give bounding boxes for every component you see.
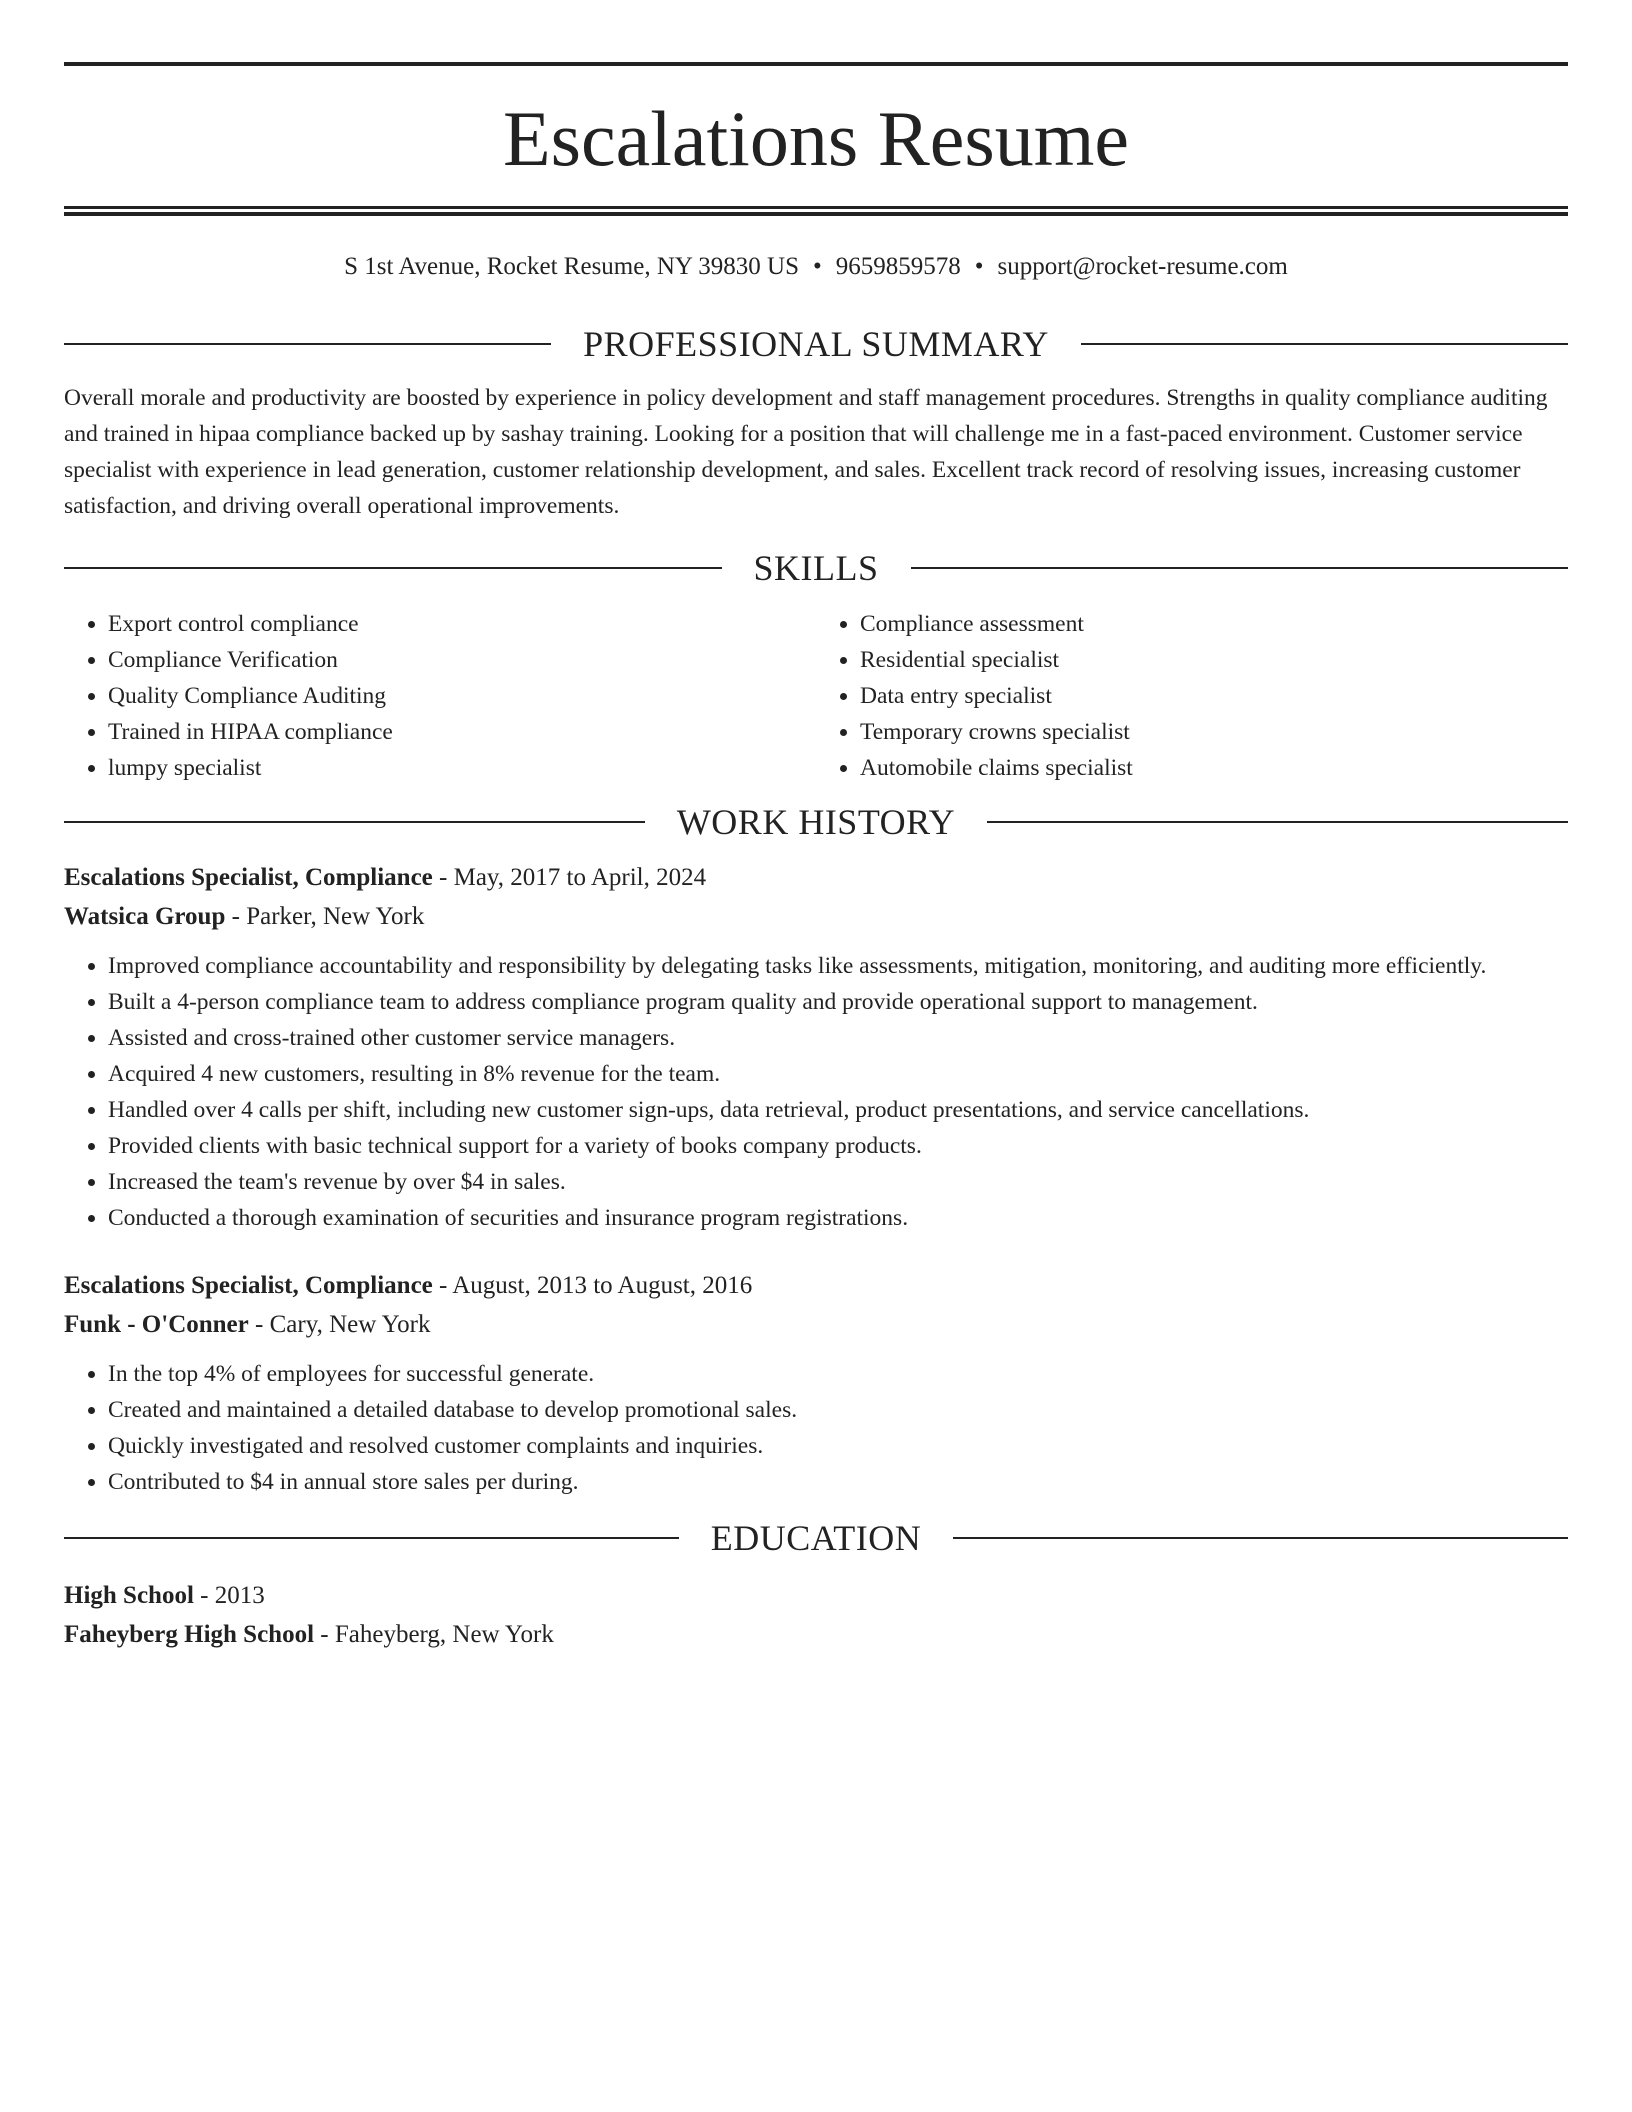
job-bullet: • Increased the team's revenue by over $4 in sales. (108, 1164, 1568, 1200)
work-section-heading (64, 800, 1568, 844)
job-bullets (64, 1356, 1568, 1500)
top-rule (64, 62, 1568, 66)
summary-section-heading (64, 322, 1568, 366)
summary-text: Overall morale and productivity are boosted by experience in policy development and staff management procedures. Strengths in quality compliance auditing and trained in hipaa compliance backed up by sashay training. Looking for a position that will challenge me in a fast-paced environment. Customer service specialist with experience in lead generation, customer relationship development, and sales. Excellent track record of resolving issues, increasing customer satisfaction, and driving overall operational improvements. (64, 385, 1548, 519)
job-title: Escalations Specialist, Compliance (64, 864, 433, 891)
summary-heading-label: PROFESSIONAL SUMMARY (583, 324, 1049, 364)
job-bullet: • Improved compliance accountability and responsibility by delegating tasks like assessments, mitigation, monitoring, and auditing more efficiently. (108, 948, 1568, 984)
skill-item: • Quality Compliance Auditing (108, 678, 816, 714)
divider-line (64, 1537, 679, 1539)
skills-column-right (816, 606, 1568, 786)
job-bullet: • Quickly investigated and resolved customer complaints and inquiries. (108, 1428, 1568, 1464)
skill-item: • Compliance Verification (108, 642, 816, 678)
education-location: Faheyberg, New York (334, 1621, 554, 1648)
skill-item: • Residential specialist (860, 642, 1568, 678)
education-degree: High School (64, 1582, 194, 1609)
education-school: Faheyberg High School (64, 1621, 315, 1648)
skill-item: • Compliance assessment (860, 606, 1568, 642)
job-dates: May, 2017 to April, 2024 (453, 864, 707, 891)
divider-line (953, 1537, 1568, 1539)
skill-item: • Trained in HIPAA compliance (108, 714, 816, 750)
contact-phone: 9659859578 (835, 253, 961, 280)
job-entry (64, 1266, 1568, 1500)
skill-item: • Export control compliance (108, 606, 816, 642)
contact-email: support@rocket-resume.com (997, 253, 1288, 280)
dash: - (439, 1272, 448, 1299)
contact-separator: • (813, 253, 822, 280)
skills-section-heading (64, 546, 1568, 590)
job-dates: August, 2013 to August, 2016 (452, 1272, 753, 1299)
divider-line (64, 821, 645, 823)
job-company: Watsica Group (64, 903, 226, 930)
work-heading-label: WORK HISTORY (676, 802, 956, 842)
divider-line (1081, 343, 1568, 345)
divider-line (64, 567, 722, 569)
resume-title: Escalations Resume (502, 95, 1130, 182)
skill-item: • Data entry specialist (860, 678, 1568, 714)
job-title-line (64, 1266, 1568, 1305)
job-bullet: • Assisted and cross-trained other customer service managers. (108, 1020, 1568, 1056)
divider-line (987, 821, 1568, 823)
job-bullet: • Built a 4-person compliance team to address compliance program quality and provide operational support to management. (108, 984, 1568, 1020)
divider-line (64, 343, 551, 345)
job-location: Parker, New York (246, 903, 425, 930)
job-location: Cary, New York (269, 1311, 431, 1338)
dash: - (255, 1311, 264, 1338)
job-company-line (64, 1305, 1568, 1344)
job-bullet: • Created and maintained a detailed database to develop promotional sales. (108, 1392, 1568, 1428)
job-bullet: • In the top 4% of employees for successful generate. (108, 1356, 1568, 1392)
education-degree-line (64, 1576, 1568, 1615)
dash: - (231, 903, 240, 930)
divider-line (911, 567, 1569, 569)
skills-list (64, 606, 1568, 786)
dash: - (320, 1621, 329, 1648)
education-section-heading (64, 1516, 1568, 1560)
contact-address: S 1st Avenue, Rocket Resume, NY 39830 US (344, 253, 799, 280)
contact-separator: • (974, 253, 984, 280)
education-heading-label: EDUCATION (710, 1518, 922, 1558)
job-bullet: • Contributed to $4 in annual store sales per during. (108, 1464, 1568, 1500)
skill-item: • Temporary crowns specialist (860, 714, 1568, 750)
job-bullet: • Acquired 4 new customers, resulting in 8% revenue for the team. (108, 1056, 1568, 1092)
education-school-line (64, 1615, 1568, 1654)
dash: - (200, 1582, 209, 1609)
contact-line (64, 252, 1568, 282)
skills-column-left (64, 606, 816, 786)
education-year: 2013 (214, 1582, 265, 1609)
education-entry (64, 1576, 1568, 1654)
skills-heading-label: SKILLS (753, 548, 879, 588)
job-title-line (64, 858, 1568, 897)
dash: - (439, 864, 448, 891)
skill-item: • lumpy specialist (108, 750, 816, 786)
title-double-rule (64, 206, 1568, 216)
job-bullet: • Conducted a thorough examination of securities and insurance program registrations. (108, 1200, 1568, 1236)
job-title: Escalations Specialist, Compliance (64, 1272, 433, 1299)
job-bullet: • Handled over 4 calls per shift, including new customer sign-ups, data retrieval, product presentations, and service cancellations. (108, 1092, 1568, 1128)
job-bullet: • Provided clients with basic technical support for a variety of books company products. (108, 1128, 1568, 1164)
job-bullets (64, 948, 1568, 1236)
job-company: Funk - O'Conner (64, 1311, 249, 1338)
skill-item: • Automobile claims specialist (860, 750, 1568, 786)
job-entry (64, 858, 1568, 1236)
job-company-line (64, 897, 1568, 936)
